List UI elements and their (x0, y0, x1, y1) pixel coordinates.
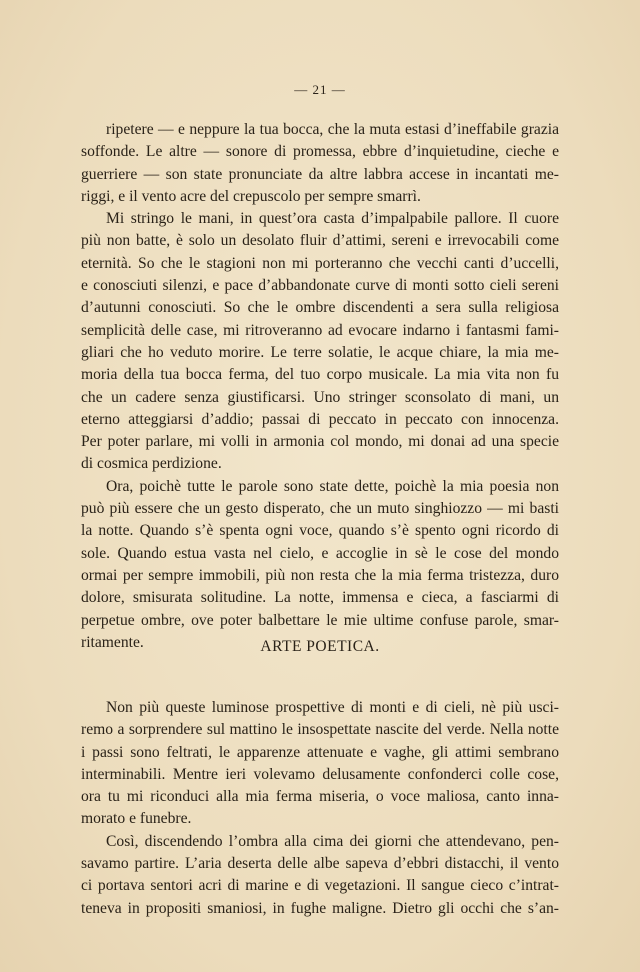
text-line: Per poter parlare, mi volli in armonia col mondo, mi donai ad una specie (81, 433, 559, 451)
paragraph (81, 831, 559, 920)
text-line: Mi stringo le mani, in quest’ora casta d’impalpabile pallore. Il cuore (106, 210, 559, 228)
text-line: gliari che ho veduto morire. Le terre solatie, le acque chiare, la mia me- (81, 343, 559, 361)
text-line: che un cadere senza giustificarsi. Uno stringer sconsolato di mani, un (81, 388, 559, 406)
paragraph (81, 208, 559, 476)
text-line: semplicità delle case, mi ritroveranno ad evocare indarno i fantasmi fami- (81, 321, 559, 339)
text-line: Così, discendendo l’ombra alla cima dei giorni che attendevano, pen- (106, 832, 559, 850)
page-number: — 21 — (294, 82, 346, 97)
text-line: eterno atteggiarsi d’addio; passai di peccato in peccato con innocenza. (81, 410, 559, 428)
text-line: ripetere — e neppure la tua bocca, che la muta estasi d’ineffabile grazia (106, 121, 559, 138)
text-line: remo a sorprendere sul mattino le insospettate nascite del verde. Nella notte (81, 721, 559, 739)
text-line: soffonde. Le altre — sonore di promessa, ebbre d’inquietudine, cieche e (81, 143, 559, 161)
text-line: Ora, poichè tutte le parole sono state dette, poichè la mia poesia non (106, 477, 559, 495)
text-line: d’autunni conosciuti. So che le ombre discendenti a sera sulla religiosa (81, 299, 559, 317)
text-line: sole. Quando estua vasta nel cielo, e accoglie in sè le cose del mondo (81, 544, 559, 562)
text-line: morato e funebre. (81, 810, 192, 828)
text-line: più non batte, è solo un desolato fluir d’attimi, sereni e irrevocabili come (81, 232, 559, 250)
text-line: perpetue ombre, ove poter balbettare le mie ultime confuse parole, smar- (81, 611, 559, 629)
text-line: ci portava sentori acri di marine e di vegetazioni. Il sangue cieco c’intrat- (81, 877, 559, 895)
paragraph (81, 476, 559, 654)
text-line: di cosmica perdizione. (81, 455, 222, 473)
text-line: e conosciuti silenzi, e pace d’abbandonate curve di monti sotto cieli sereni (81, 277, 559, 295)
text-line: può più essere che un gesto disperato, che un muto singhiozzo — mi basti (81, 500, 559, 518)
text-line: ritamente. (81, 633, 144, 651)
text-line: teneva in propositi smaniosi, in fughe maligne. Dietro gli occhi che s’an- (81, 899, 559, 917)
paragraph (81, 697, 559, 831)
text-line: savamo partire. L’aria deserta delle albe sapeva d’ebbri distacchi, il vento (81, 855, 559, 873)
text-line: guerriere — son state pronunciate da altre labbra accese in incantati me- (81, 165, 559, 183)
text-line: dolore, smisurata solitudine. La notte, immensa e cieca, a fasciarmi di (81, 589, 559, 607)
text-block-top (81, 119, 559, 654)
paragraph (81, 119, 559, 208)
section-title: ARTE POETICA. (260, 638, 380, 655)
text-block-bottom (81, 697, 559, 920)
text-line: ormai per sempre immobili, più non resta che la mia ferma tristezza, duro (81, 566, 559, 584)
text-line: ora tu mi riconduci alla mia ferma miseria, o voce maliosa, canto inna- (81, 788, 559, 806)
text-line: i passi sono feltrati, le apparenze attenuate e vaghe, gli attimi sembrano (81, 743, 559, 761)
text-line: eternità. So che le stagioni non mi porteranno che vecchi canti d’uccelli, (81, 254, 559, 272)
text-line: Non più queste luminose prospettive di monti e di cieli, nè più usci- (106, 699, 559, 716)
text-line: interminabili. Mentre ieri volevamo delusamente confonderci colle cose, (81, 765, 559, 783)
text-line: moria della tua bocca ferma, del tuo corpo musicale. La mia vita non fu (81, 366, 559, 384)
text-line: la notte. Quando s’è spenta ogni voce, quando s’è spento ogni ricordo di (81, 522, 559, 540)
text-line: riggi, e il vento acre del crepuscolo per sempre smarrì. (81, 187, 421, 205)
